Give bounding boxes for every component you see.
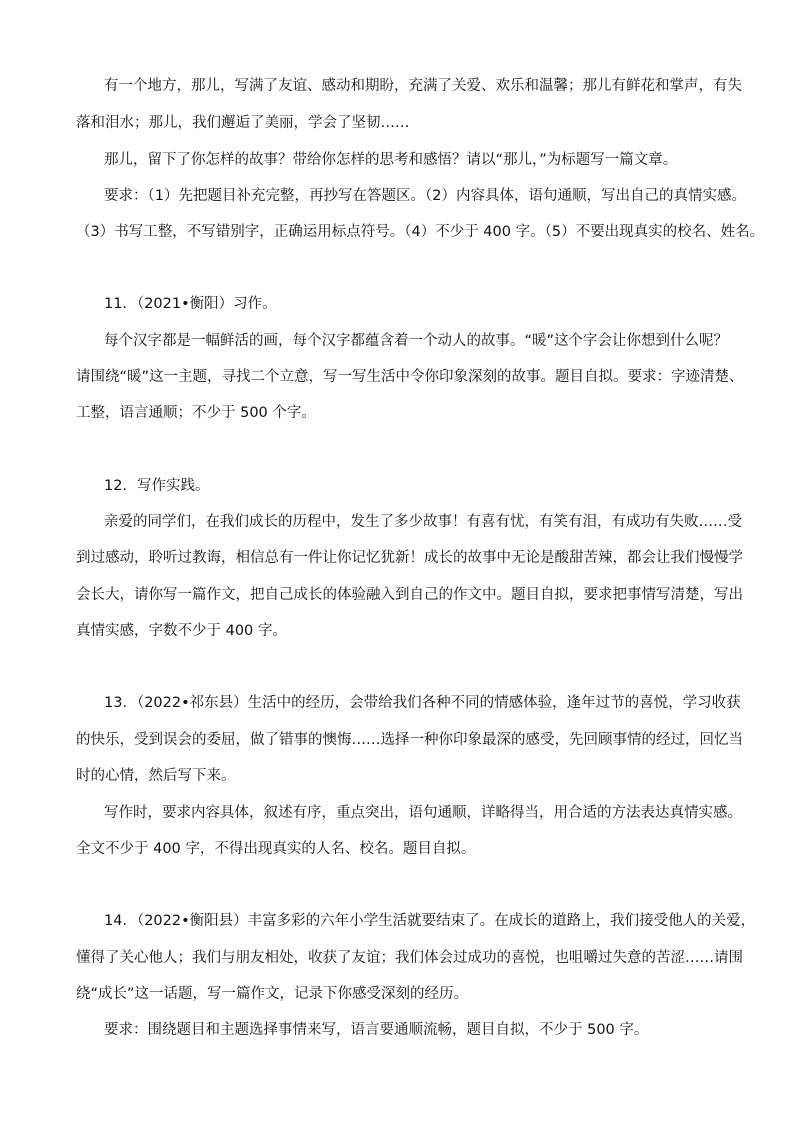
q14-line-2: 懂得了关心他人；我们与朋友相处，收获了友谊；我们体会过成功的喜悦，也咀嚼过失意的苦涩……请围 xyxy=(76,950,743,966)
q13-line-1: 13．（2022•祁东县）生活中的经历，会带给我们各种不同的情感体验，逢年过节的喜悦，学习收获 xyxy=(104,695,741,711)
intro-requirements-line-1: 要求：（1）先把题目补充完整，再抄写在答题区。（2）内容具体，语句通顺，写出自己的真情实感。 xyxy=(104,188,746,204)
q14-requirements: 要求：围绕题目和主题选择事情来写，语言要通顺流畅，题目自拟，不少于 500 字。 xyxy=(104,1022,649,1038)
q13-line-4: 写作时，要求内容具体，叙述有序，重点突出，语句通顺，详略得当，用合适的方法表达真情实感。 xyxy=(104,805,742,821)
q12-line-1: 亲爱的同学们，在我们成长的历程中，发生了多少故事！有喜有忧，有笑有泪，有成功有失败……受 xyxy=(104,514,742,530)
q13-line-5: 全文不少于 400 字，不得出现真实的人名、校名。题目自拟。 xyxy=(76,841,476,857)
q12-heading: 12．写作实践。 xyxy=(104,478,210,494)
intro-line-3: 那儿，留下了你怎样的故事？带给你怎样的思考和感悟？请以“那儿，”为标题写一篇文章。 xyxy=(104,152,678,168)
q13-line-2: 的快乐，受到误会的委屈，做了错事的懊悔……选择一种你印象最深的感受，先回顾事情的经过，回忆当 xyxy=(76,732,743,748)
intro-line-1: 有一个地方，那儿，写满了友谊、感动和期盼，充满了关爱、欢乐和温馨；那儿有鲜花和掌声，有失 xyxy=(104,78,742,94)
intro-line-2: 落和泪水；那儿，我们邂逅了美丽，学会了坚韧…… xyxy=(76,115,410,131)
q11-line-3: 工整，语言通顺；不少于 500 个字。 xyxy=(76,405,316,421)
q14-line-3: 绕“成长”这一话题，写一篇作文，记录下你感受深刻的经历。 xyxy=(76,986,469,1002)
q14-line-1: 14．（2022•衡阳县）丰富多彩的六年小学生活就要结束了。在成长的道路上，我们接受他人的关爱， xyxy=(104,913,756,929)
q12-line-3: 会长大，请你写一篇作文，把自己成长的体验融入到自己的作文中。题目自拟，要求把事情写清楚，写出 xyxy=(76,587,743,603)
q12-line-4: 真情实感，字数不少于 400 字。 xyxy=(76,623,287,639)
q11-line-2: 请围绕“暖”这一主题，寻找二个立意，写一写生活中令你印象深刻的故事。题目自拟。要求：字迹清楚、 xyxy=(76,369,744,385)
q13-line-3: 时的心情，然后写下来。 xyxy=(76,768,236,784)
q12-line-2: 到过感动，聆听过教诲，相信总有一件让你记忆犹新！成长的故事中无论是酸甜苦辣，都会让我们慢慢学 xyxy=(76,550,743,566)
intro-requirements-line-2: （3）书写工整，不写错别字，正确运用标点符号。（4）不少于 400 字。（5）不要出现真实的校名、姓名。 xyxy=(76,224,765,240)
q11-heading: 11．（2021•衡阳）习作。 xyxy=(104,296,277,312)
q11-line-1: 每个汉字都是一幅鲜活的画，每个汉字都蕴含着一个动人的故事。“暖”这个字会让你想到什么呢？ xyxy=(104,333,729,349)
